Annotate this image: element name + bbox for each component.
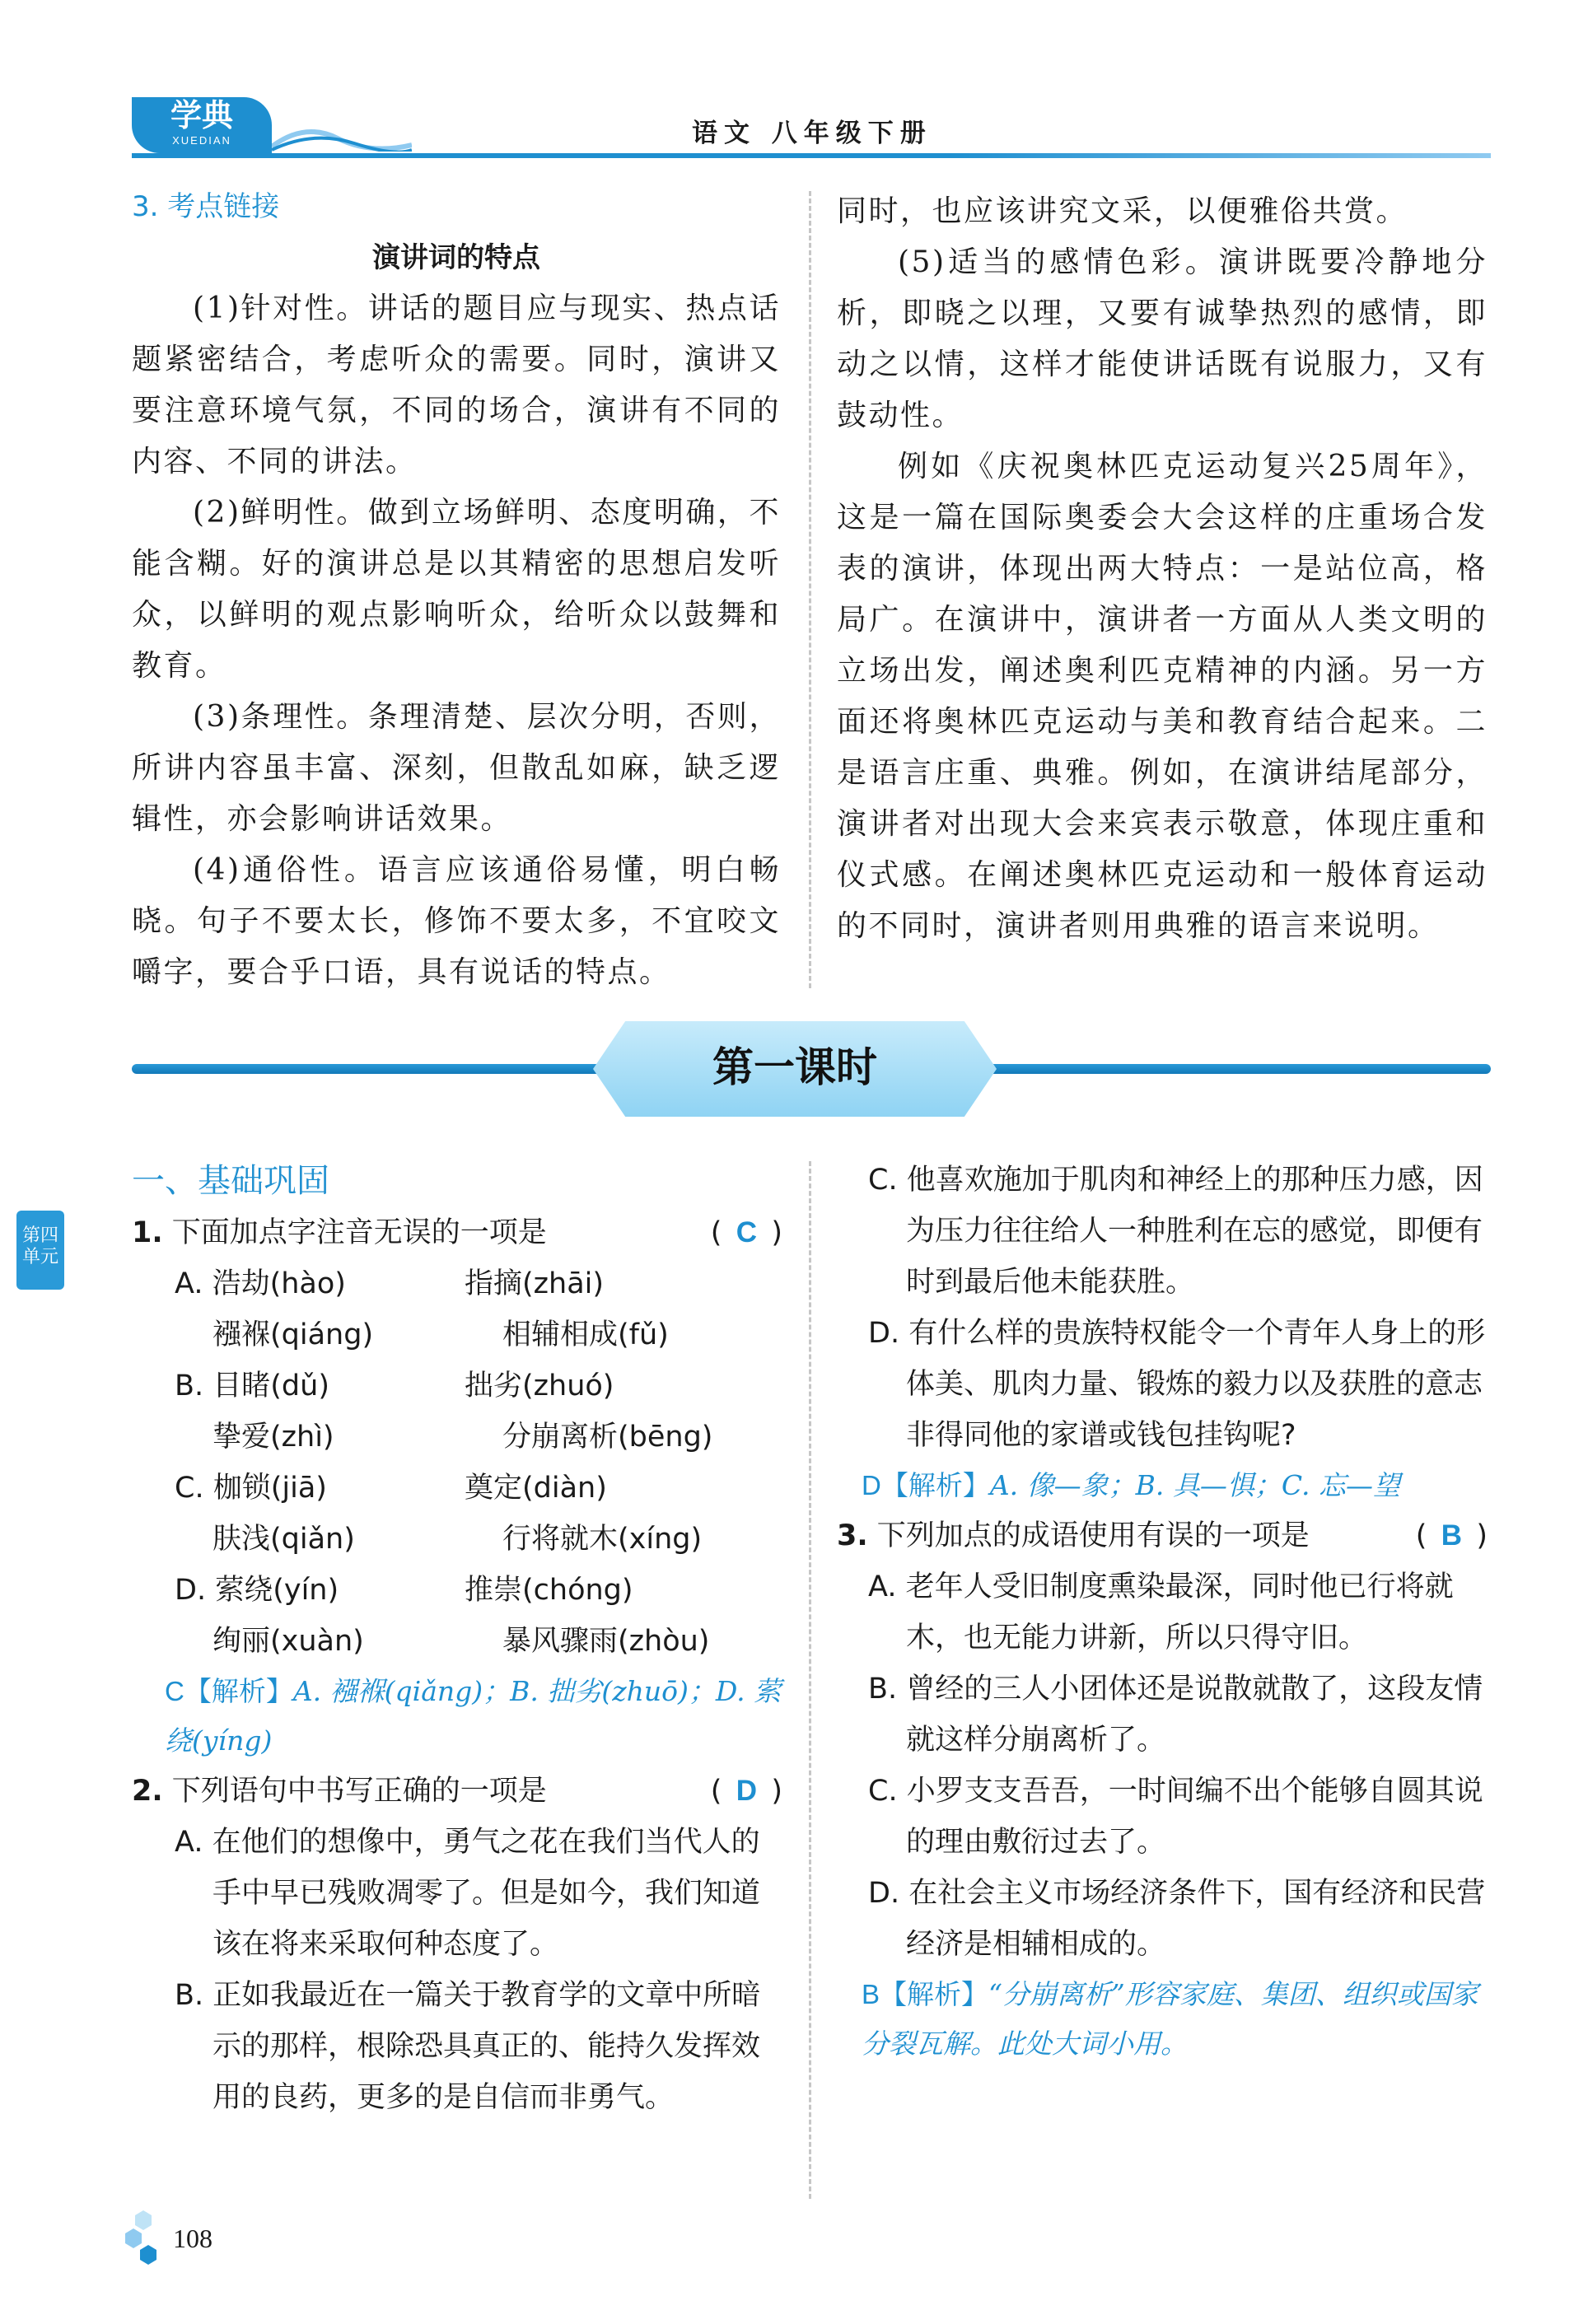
question-2-text: 下列语句中书写正确的一项是 <box>171 1775 547 1808</box>
question-3-text: 下列加点的成语使用有误的一项是 <box>876 1519 1310 1552</box>
exercises-right-column <box>837 1155 1488 2069</box>
q2-option-a: A. 在他们的想像中，勇气之花在我们当代人的手中早已残败凋零了。但是如今，我们知道该在将来采取何种态度了。 <box>175 1826 761 1961</box>
logo-english: XUEDIAN <box>172 134 231 147</box>
book-title: 语文 八年级下册 <box>692 119 932 148</box>
q1-d-item1: 萦绕(yín) <box>215 1574 339 1607</box>
unit-tab-line1: 第四 <box>21 1225 58 1246</box>
q1-c-item4: 行将就木(xíng) <box>502 1523 703 1556</box>
q1-option-a-row2 <box>132 1309 782 1360</box>
q1-d-item3: 绚丽(xuàn) <box>213 1625 364 1658</box>
question-3-answer-box: ( B ) <box>1416 1510 1488 1561</box>
q1-option-a-row1: A. 浩劫(hào) 指摘(zhāi) <box>132 1258 782 1309</box>
q3-option-d: D. 在社会主义市场经济条件下，国有经济和民营经济是相辅相成的。 <box>868 1877 1486 1961</box>
q1-b-item3: 挚爱(zhì) <box>213 1421 334 1454</box>
question-2 <box>132 1766 782 1817</box>
q1-option-c-row1: C. 枷锁(jiā) 奠定(diàn) <box>132 1463 782 1514</box>
q1-option-b-row1: B. 目睹(dǔ) 拙劣(zhuó) <box>132 1360 782 1412</box>
banner-line-left <box>132 1064 601 1074</box>
q1-b-item1: 目睹(dǔ) <box>213 1370 329 1402</box>
question-1-answer-box: ( C ) <box>711 1207 782 1258</box>
q3-option-b: B. 曾经的三人小团体还是说散就散了，这段友情就这样分崩离析了。 <box>868 1673 1483 1757</box>
q3-option-c: C. 小罗支支吾吾，一时间编不出个能够自圆其说的理由敷衍过去了。 <box>868 1775 1483 1859</box>
lesson-title: 第一课时 <box>712 1043 877 1091</box>
q1-b-item4: 分崩离析(bēng) <box>502 1421 713 1454</box>
unit-side-tab <box>16 1211 64 1290</box>
feature-paragraph-3: (3)条理性。条理清楚、层次分明，否则，所讲内容虽丰富、深刻，但散乱如麻，缺乏逻辑性，亦会影响讲话效果。 <box>132 700 781 836</box>
exercises-left-column <box>132 1155 782 2123</box>
q1-option-d-row1: D. 萦绕(yín) 推崇(chóng) <box>132 1565 782 1616</box>
q1-d-item2: 推崇(chóng) <box>465 1574 633 1607</box>
header-rule <box>132 153 1491 158</box>
unit-tab-line2: 单元 <box>21 1247 58 1267</box>
question-1-answer: C <box>736 1216 757 1248</box>
question-1 <box>132 1207 782 1258</box>
publisher-logo <box>132 97 272 153</box>
banner-line-right <box>988 1064 1491 1074</box>
q2-option-b: B. 正如我最近在一篇关于教育学的文章中所暗示的那样，根除恐具真正的、能持久发挥效用的良药，更多的是自信而非勇气。 <box>175 1979 761 2114</box>
q1-option-c-row2 <box>132 1514 782 1565</box>
feature-paragraph-4: (4)通俗性。语言应该通俗易懂，明白畅晓。句子不要太长，修饰不要太多，不宜咬文嚼字，要合乎口语，具有说话的特点。 <box>132 853 781 989</box>
q2-option-d: D. 有什么样的贵族特权能令一个青年人身上的形体美、肌肉力量、锻炼的毅力以及获胜的意志非得同他的家谱或钱包挂钩呢? <box>868 1317 1486 1452</box>
column-separator-bottom <box>809 1161 811 2199</box>
key-point-heading: 3. 考点链接 <box>132 190 280 223</box>
q1-explanation-text: A. 襁褓(qiǎng)；B. 拙劣(zhuō)；D. 萦绕(yíng) <box>165 1675 782 1757</box>
q2-explanation-text: A. 像—象；B. 具—惧；C. 忘—望 <box>989 1469 1400 1501</box>
q1-a-item3: 襁褓(qiáng) <box>213 1318 374 1351</box>
feature-paragraph-5: (5)适当的感情色彩。演讲既要冷静地分析，即晓之以理，又要有诚挚热烈的感情，即动之以情，这样才能使讲话既有说服力，又有鼓动性。 <box>837 245 1488 432</box>
continued-paragraph: 同时，也应该讲究文采，以便雅俗共赏。 <box>837 194 1408 228</box>
q1-a-item1: 浩劫(hào) <box>212 1267 346 1300</box>
header-wave-decoration <box>272 114 412 152</box>
q1-c-item1: 枷锁(jiā) <box>213 1472 327 1505</box>
q1-b-item2: 拙劣(zhuó) <box>465 1370 614 1402</box>
question-1-number: 1. <box>132 1216 163 1249</box>
question-2-number: 2. <box>132 1775 163 1808</box>
section-basic-consolidation: 一、基础巩固 <box>132 1162 329 1200</box>
q1-a-item2: 指摘(zhāi) <box>465 1267 605 1300</box>
question-2-answer: D <box>736 1775 757 1807</box>
q3-option-a: A. 老年人受旧制度熏染最深，同时他已行将就木，也无能力讲新，所以只得守旧。 <box>868 1570 1454 1654</box>
q1-option-b-row2 <box>132 1412 782 1463</box>
q2-option-c: C. 他喜欢施加于肌肉和神经上的那种压力感，因为压力往往给人一种胜利在忘的感觉，即便有时到最后他未能获胜。 <box>868 1164 1483 1299</box>
question-1-explanation <box>132 1667 782 1766</box>
question-3 <box>837 1510 1488 1561</box>
feature-paragraph-2: (2)鲜明性。做到立场鲜明、态度明确，不能含糊。好的演讲总是以其精密的思想启发听众，以鲜明的观点影响听众，给听众以鼓舞和教育。 <box>132 496 781 683</box>
example-paragraph: 例如《庆祝奥林匹克运动复兴25周年》，这是一篇在国际奥委会大会这样的庄重场合发表的演讲，体现出两大特点：一是站位高，格局广。在演讲中，演讲者一方面从人类文明的立场出发，阐述奥利匹克精神的内涵。另一方面还将奥林匹克运动与美和教育结合起来。二是语言庄重、典雅。例如，在演讲结尾部分，演讲者对出现大会来宾表示敬意，体现庄重和仪式感。在阐述奥林匹克运动和一般体育运动的不同时，演讲者则用典雅的语言来说明。 <box>837 450 1488 943</box>
q1-explanation-lead: C【解析】 <box>165 1676 293 1706</box>
q3-explanation-lead: B【解析】 <box>862 1979 989 2009</box>
q1-a-item4: 相辅相成(fǔ) <box>502 1318 669 1351</box>
column-separator-top <box>809 191 811 988</box>
feature-paragraph-1: (1)针对性。讲话的题目应与现实、热点话题紧密结合，考虑听众的需要。同时，演讲又要注意环境气氛，不同的场合，演讲有不同的内容、不同的讲法。 <box>132 292 781 478</box>
q1-option-d-row2 <box>132 1616 782 1667</box>
page-number: 108 <box>173 2224 213 2253</box>
q1-d-item4: 暴风骤雨(zhòu) <box>502 1625 710 1658</box>
question-3-number: 3. <box>837 1519 868 1552</box>
q3-explanation-text: “分崩离析”形容家庭、集团、组织或国家分裂瓦解。此处大词小用。 <box>862 1978 1478 2060</box>
logo-chinese: 学典 <box>170 97 233 133</box>
key-point-subtitle: 演讲词的特点 <box>372 241 540 274</box>
top-left-column <box>132 181 781 998</box>
question-2-answer-box: ( D ) <box>711 1766 782 1817</box>
question-2-explanation <box>837 1461 1488 1510</box>
q2-explanation-lead: D【解析】 <box>862 1470 990 1500</box>
question-3-answer: B <box>1441 1519 1462 1552</box>
top-right-column <box>837 186 1488 952</box>
question-1-text: 下面加点字注音无误的一项是 <box>171 1216 547 1249</box>
question-3-explanation <box>837 1970 1488 2069</box>
q1-c-item2: 奠定(diàn) <box>465 1472 607 1505</box>
q1-c-item3: 肤浅(qiǎn) <box>213 1523 355 1556</box>
